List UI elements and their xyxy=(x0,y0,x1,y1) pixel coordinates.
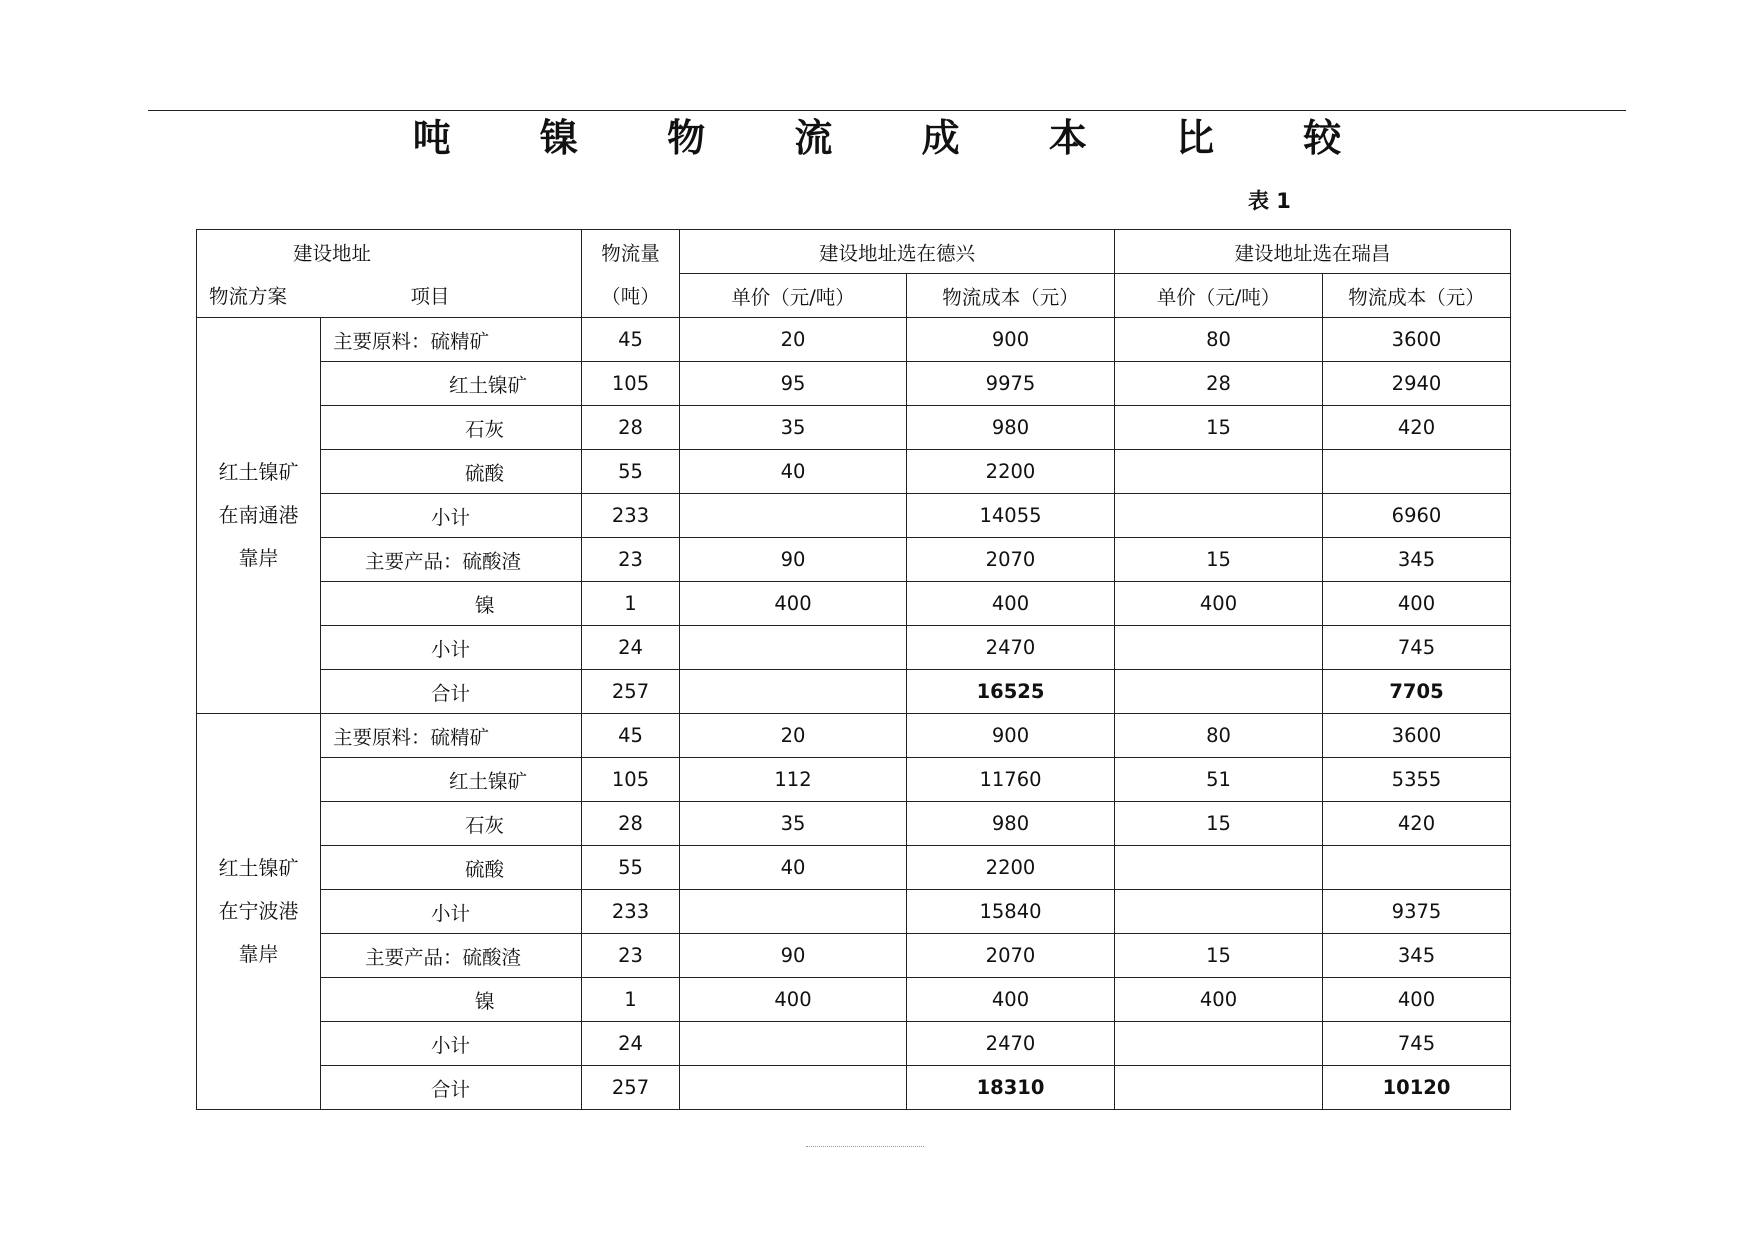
dexing-logistics-cost-cell: 2470 xyxy=(907,626,1115,670)
dexing-unit-price-cell: 90 xyxy=(680,934,907,978)
ruichang-unit-price-cell: 15 xyxy=(1115,538,1323,582)
item-cell: 主要原料：硫精矿 xyxy=(321,318,582,362)
dexing-logistics-cost-cell: 900 xyxy=(907,318,1115,362)
volume-cell: 24 xyxy=(582,626,680,670)
logistics-scheme-label: 靠岸 xyxy=(238,546,279,570)
table-row xyxy=(197,978,1511,1022)
header-scheme: 物流方案 xyxy=(197,274,321,318)
dexing-logistics-cost-cell: 14055 xyxy=(907,494,1115,538)
ruichang-unit-price-cell xyxy=(1115,890,1323,934)
ruichang-logistics-cost-cell: 400 xyxy=(1323,978,1511,1022)
dexing-logistics-cost-cell: 400 xyxy=(907,978,1115,1022)
header-site-dexing: 建设地址选在德兴 xyxy=(680,230,1115,274)
table-row xyxy=(197,406,1511,450)
ruichang-unit-price-cell xyxy=(1115,494,1323,538)
header-row-2 xyxy=(197,274,1511,318)
ruichang-unit-price-cell xyxy=(1115,1022,1323,1066)
table-row xyxy=(197,846,1511,890)
table-row xyxy=(197,758,1511,802)
volume-cell: 24 xyxy=(582,1022,680,1066)
header-dexing-unit-price: 单价（元/吨） xyxy=(680,274,907,318)
ruichang-unit-price-cell: 28 xyxy=(1115,362,1323,406)
ruichang-unit-price-cell xyxy=(1115,846,1323,890)
ruichang-logistics-cost-cell xyxy=(1323,846,1511,890)
ruichang-logistics-cost-cell: 7705 xyxy=(1323,670,1511,714)
ruichang-unit-price-cell: 80 xyxy=(1115,714,1323,758)
ruichang-logistics-cost-cell: 3600 xyxy=(1323,318,1511,362)
item-cell: 合计 xyxy=(321,1066,582,1110)
ruichang-unit-price-cell: 51 xyxy=(1115,758,1323,802)
ruichang-unit-price-cell: 400 xyxy=(1115,582,1323,626)
dexing-unit-price-cell: 35 xyxy=(680,802,907,846)
dexing-logistics-cost-cell: 2200 xyxy=(907,450,1115,494)
dexing-logistics-cost-cell: 980 xyxy=(907,802,1115,846)
table-row xyxy=(197,582,1511,626)
volume-cell: 28 xyxy=(582,802,680,846)
logistics-scheme-cell xyxy=(197,318,321,714)
ruichang-unit-price-cell xyxy=(1115,1066,1323,1110)
volume-cell: 55 xyxy=(582,450,680,494)
ruichang-logistics-cost-cell: 420 xyxy=(1323,802,1511,846)
item-cell: 硫酸 xyxy=(321,846,582,890)
table-row xyxy=(197,1022,1511,1066)
ruichang-logistics-cost-cell: 2940 xyxy=(1323,362,1511,406)
item-cell: 红土镍矿 xyxy=(321,758,582,802)
ruichang-unit-price-cell xyxy=(1115,450,1323,494)
table-row xyxy=(197,626,1511,670)
volume-cell: 105 xyxy=(582,758,680,802)
dexing-logistics-cost-cell: 2200 xyxy=(907,846,1115,890)
ruichang-unit-price-cell xyxy=(1115,626,1323,670)
table-row xyxy=(197,362,1511,406)
item-cell: 小计 xyxy=(321,626,582,670)
ruichang-logistics-cost-cell xyxy=(1323,450,1511,494)
header-row-1 xyxy=(197,230,1511,274)
ruichang-logistics-cost-cell: 745 xyxy=(1323,626,1511,670)
item-cell: 硫酸 xyxy=(321,450,582,494)
dexing-unit-price-cell xyxy=(680,670,907,714)
ruichang-unit-price-cell: 15 xyxy=(1115,802,1323,846)
table-row xyxy=(197,318,1511,362)
table-row xyxy=(197,890,1511,934)
ruichang-logistics-cost-cell: 745 xyxy=(1323,1022,1511,1066)
table-row xyxy=(197,450,1511,494)
ruichang-logistics-cost-cell: 420 xyxy=(1323,406,1511,450)
item-cell: 红土镍矿 xyxy=(321,362,582,406)
table-row xyxy=(197,802,1511,846)
volume-cell: 257 xyxy=(582,670,680,714)
dexing-unit-price-cell: 400 xyxy=(680,582,907,626)
dexing-logistics-cost-cell: 11760 xyxy=(907,758,1115,802)
dexing-logistics-cost-cell: 400 xyxy=(907,582,1115,626)
page-title: 吨 镍 物 流 成 本 比 较 xyxy=(412,116,1380,160)
dexing-unit-price-cell xyxy=(680,1066,907,1110)
dexing-unit-price-cell: 112 xyxy=(680,758,907,802)
table-row xyxy=(197,1066,1511,1110)
logistics-scheme-label: 靠岸 xyxy=(238,942,279,966)
ruichang-unit-price-cell: 80 xyxy=(1115,318,1323,362)
dexing-unit-price-cell: 35 xyxy=(680,406,907,450)
dexing-logistics-cost-cell: 980 xyxy=(907,406,1115,450)
header-ruichang-unit-price: 单价（元/吨） xyxy=(1115,274,1323,318)
dexing-logistics-cost-cell: 2070 xyxy=(907,538,1115,582)
table-row xyxy=(197,670,1511,714)
item-cell: 镍 xyxy=(321,978,582,1022)
header-volume-line2: （吨） xyxy=(582,274,680,318)
header-volume-line1: 物流量 xyxy=(582,230,680,274)
header-item: 项目 xyxy=(321,274,582,318)
ruichang-logistics-cost-cell: 10120 xyxy=(1323,1066,1511,1110)
dexing-logistics-cost-cell: 2070 xyxy=(907,934,1115,978)
table-row xyxy=(197,538,1511,582)
item-cell: 合计 xyxy=(321,670,582,714)
logistics-scheme-cell xyxy=(197,714,321,1110)
header-site-ruichang: 建设地址选在瑞昌 xyxy=(1115,230,1511,274)
dexing-logistics-cost-cell: 16525 xyxy=(907,670,1115,714)
table-row xyxy=(197,714,1511,758)
volume-cell: 1 xyxy=(582,582,680,626)
table-row xyxy=(197,494,1511,538)
dexing-unit-price-cell: 40 xyxy=(680,450,907,494)
item-cell: 主要产品：硫酸渣 xyxy=(321,538,582,582)
volume-cell: 28 xyxy=(582,406,680,450)
dexing-logistics-cost-cell: 2470 xyxy=(907,1022,1115,1066)
header-dexing-logistics-cost: 物流成本（元） xyxy=(907,274,1115,318)
item-cell: 小计 xyxy=(321,494,582,538)
dexing-logistics-cost-cell: 9975 xyxy=(907,362,1115,406)
header-rule xyxy=(148,110,1626,111)
item-cell: 镍 xyxy=(321,582,582,626)
ruichang-unit-price-cell: 400 xyxy=(1115,978,1323,1022)
volume-cell: 45 xyxy=(582,714,680,758)
logistics-cost-table xyxy=(196,229,1511,1110)
volume-cell: 233 xyxy=(582,890,680,934)
dexing-unit-price-cell: 400 xyxy=(680,978,907,1022)
ruichang-logistics-cost-cell: 9375 xyxy=(1323,890,1511,934)
logistics-scheme-label: 红土镍矿 xyxy=(218,856,299,880)
volume-cell: 257 xyxy=(582,1066,680,1110)
volume-cell: 23 xyxy=(582,538,680,582)
ruichang-unit-price-cell: 15 xyxy=(1115,934,1323,978)
table-label: 表 1 xyxy=(1248,189,1291,213)
volume-cell: 1 xyxy=(582,978,680,1022)
logistics-scheme-label: 红土镍矿 xyxy=(218,460,299,484)
item-cell: 主要产品：硫酸渣 xyxy=(321,934,582,978)
header-ruichang-logistics-cost: 物流成本（元） xyxy=(1323,274,1511,318)
item-cell: 主要原料：硫精矿 xyxy=(321,714,582,758)
ruichang-logistics-cost-cell: 5355 xyxy=(1323,758,1511,802)
dexing-logistics-cost-cell: 18310 xyxy=(907,1066,1115,1110)
dexing-unit-price-cell xyxy=(680,1022,907,1066)
ruichang-logistics-cost-cell: 400 xyxy=(1323,582,1511,626)
volume-cell: 23 xyxy=(582,934,680,978)
dexing-unit-price-cell: 40 xyxy=(680,846,907,890)
volume-cell: 45 xyxy=(582,318,680,362)
volume-cell: 233 xyxy=(582,494,680,538)
logistics-scheme-label: 在南通港 xyxy=(218,503,299,527)
header-location: 建设地址 xyxy=(197,230,582,274)
item-cell: 小计 xyxy=(321,890,582,934)
volume-cell: 105 xyxy=(582,362,680,406)
table-row xyxy=(197,934,1511,978)
dexing-unit-price-cell: 95 xyxy=(680,362,907,406)
ruichang-logistics-cost-cell: 3600 xyxy=(1323,714,1511,758)
dexing-unit-price-cell: 20 xyxy=(680,714,907,758)
volume-cell: 55 xyxy=(582,846,680,890)
dexing-logistics-cost-cell: 15840 xyxy=(907,890,1115,934)
ruichang-logistics-cost-cell: 345 xyxy=(1323,934,1511,978)
dexing-unit-price-cell xyxy=(680,494,907,538)
ruichang-unit-price-cell xyxy=(1115,670,1323,714)
ruichang-logistics-cost-cell: 345 xyxy=(1323,538,1511,582)
item-cell: 石灰 xyxy=(321,406,582,450)
item-cell: 石灰 xyxy=(321,802,582,846)
ruichang-unit-price-cell: 15 xyxy=(1115,406,1323,450)
logistics-scheme-label: 在宁波港 xyxy=(218,899,299,923)
dexing-unit-price-cell xyxy=(680,890,907,934)
dexing-unit-price-cell xyxy=(680,626,907,670)
dexing-unit-price-cell: 20 xyxy=(680,318,907,362)
dexing-logistics-cost-cell: 900 xyxy=(907,714,1115,758)
footer-dotted-line xyxy=(806,1146,924,1147)
dexing-unit-price-cell: 90 xyxy=(680,538,907,582)
ruichang-logistics-cost-cell: 6960 xyxy=(1323,494,1511,538)
item-cell: 小计 xyxy=(321,1022,582,1066)
